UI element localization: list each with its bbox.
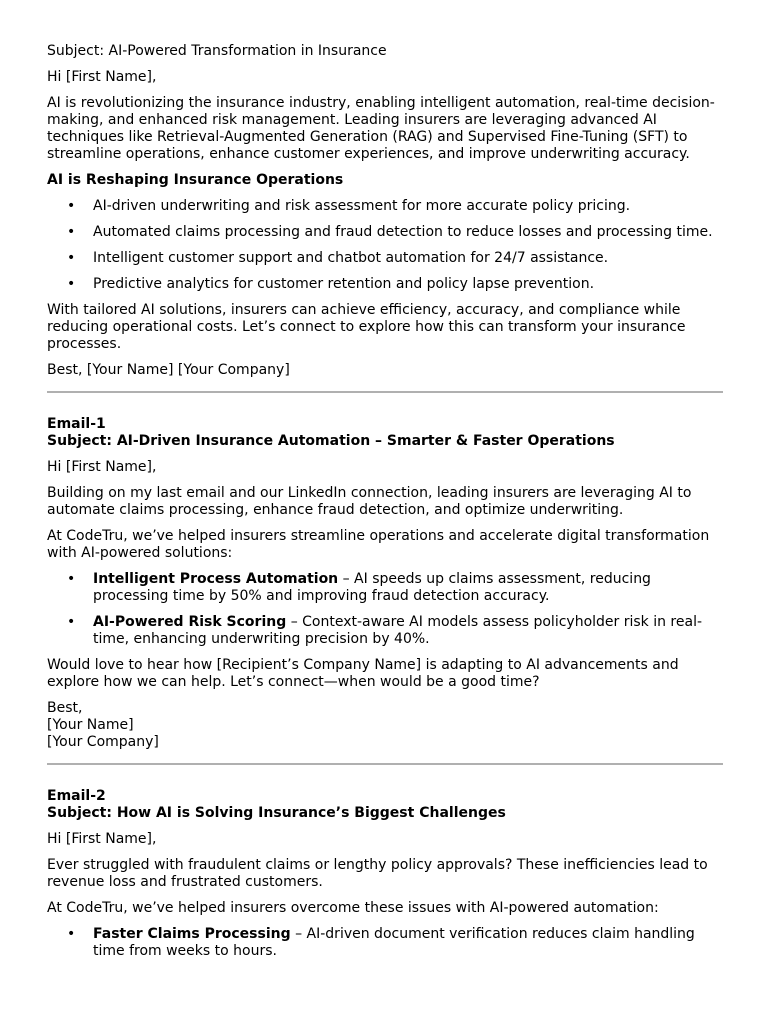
list-item: • AI-driven underwriting and risk assessment for more accurate policy pricing. [47, 198, 723, 215]
email2-subject: Subject: How AI is Solving Insurance’s Biggest Challenges [47, 805, 506, 821]
bullet-title: Faster Claims Processing [93, 926, 291, 942]
email1-label: Email-1 [47, 416, 106, 432]
list-item: • Predictive analytics for customer retention and policy lapse prevention. [47, 276, 723, 293]
intro-body-1: AI is revolutionizing the insurance industry, enabling intelligent automation, real-time decision-making, and enhanced risk management. Leading insurers are leveraging advanced AI techniques like Retrieval-Augmented Generation (RAG) and Supervised Fine-Tuning (SFT) to streamline operations, enhance customer experiences, and improve underwriting accuracy. [47, 95, 715, 162]
intro-section-heading: AI is Reshaping Insurance Operations [47, 172, 344, 188]
list-item [47, 614, 723, 648]
bullet-text: – AI-driven document verification reduces claim handling time from weeks to hours. [93, 926, 695, 959]
intro-subject: Subject: AI-Powered Transformation in Insurance [47, 43, 387, 59]
intro-bullet-list [47, 198, 723, 293]
list-item: • Automated claims processing and fraud detection to reduce losses and processing time. [47, 224, 723, 241]
bullet-title: Intelligent Process Automation [93, 571, 339, 587]
email1-body-1: Building on my last email and our LinkedIn connection, leading insurers are leveraging AI to automate claims processing, enhance fraud detection, and optimize underwriting. [47, 485, 692, 518]
document-content [47, 43, 723, 969]
email2-greeting: Hi [First Name], [47, 831, 157, 847]
signature-line: [Your Name] [47, 717, 134, 733]
bullet-title: AI-Powered Risk Scoring [93, 614, 287, 630]
email1-subject: Subject: AI-Driven Insurance Automation – Smarter & Faster Operations [47, 433, 615, 449]
intro-signoff: Best, [Your Name] [Your Company] [47, 362, 290, 378]
email2-body-1: Ever struggled with fraudulent claims or lengthy policy approvals? These inefficiencies lead to revenue loss and frustrated customers. [47, 857, 708, 890]
email2-header [47, 788, 723, 822]
bullet-text: – Context-aware AI models assess policyholder risk in real-time, enhancing underwriting precision by 40%. [93, 614, 703, 647]
bullet-text: – AI speeds up claims assessment, reducing processing time by 50% and improving fraud detection accuracy. [93, 571, 651, 604]
signature-line: Best, [47, 700, 83, 716]
email1-greeting: Hi [First Name], [47, 459, 157, 475]
section-divider [47, 391, 723, 393]
email1-body-2: At CodeTru, we’ve helped insurers streamline operations and accelerate digital transformation with AI-powered solutions: [47, 528, 710, 561]
list-item [47, 571, 723, 605]
email2-bullet-list [47, 926, 723, 960]
email1-signature [47, 700, 723, 751]
email1-bullet-list [47, 571, 723, 648]
list-item: • Intelligent customer support and chatbot automation for 24/7 assistance. [47, 250, 723, 267]
intro-greeting: Hi [First Name], [47, 69, 157, 85]
email1-header [47, 416, 723, 450]
email2-body-2: At CodeTru, we’ve helped insurers overcome these issues with AI-powered automation: [47, 900, 659, 916]
email2-label: Email-2 [47, 788, 106, 804]
signature-line: [Your Company] [47, 734, 159, 750]
list-item [47, 926, 723, 960]
section-divider [47, 763, 723, 765]
email1-body-3: Would love to hear how [Recipient’s Company Name] is adapting to AI advancements and explore how we can help. Let’s connect—when would be a good time? [47, 657, 679, 690]
intro-body-2: With tailored AI solutions, insurers can achieve efficiency, accuracy, and compliance while reducing operational costs. Let’s connect to explore how this can transform your insurance processes. [47, 302, 686, 352]
